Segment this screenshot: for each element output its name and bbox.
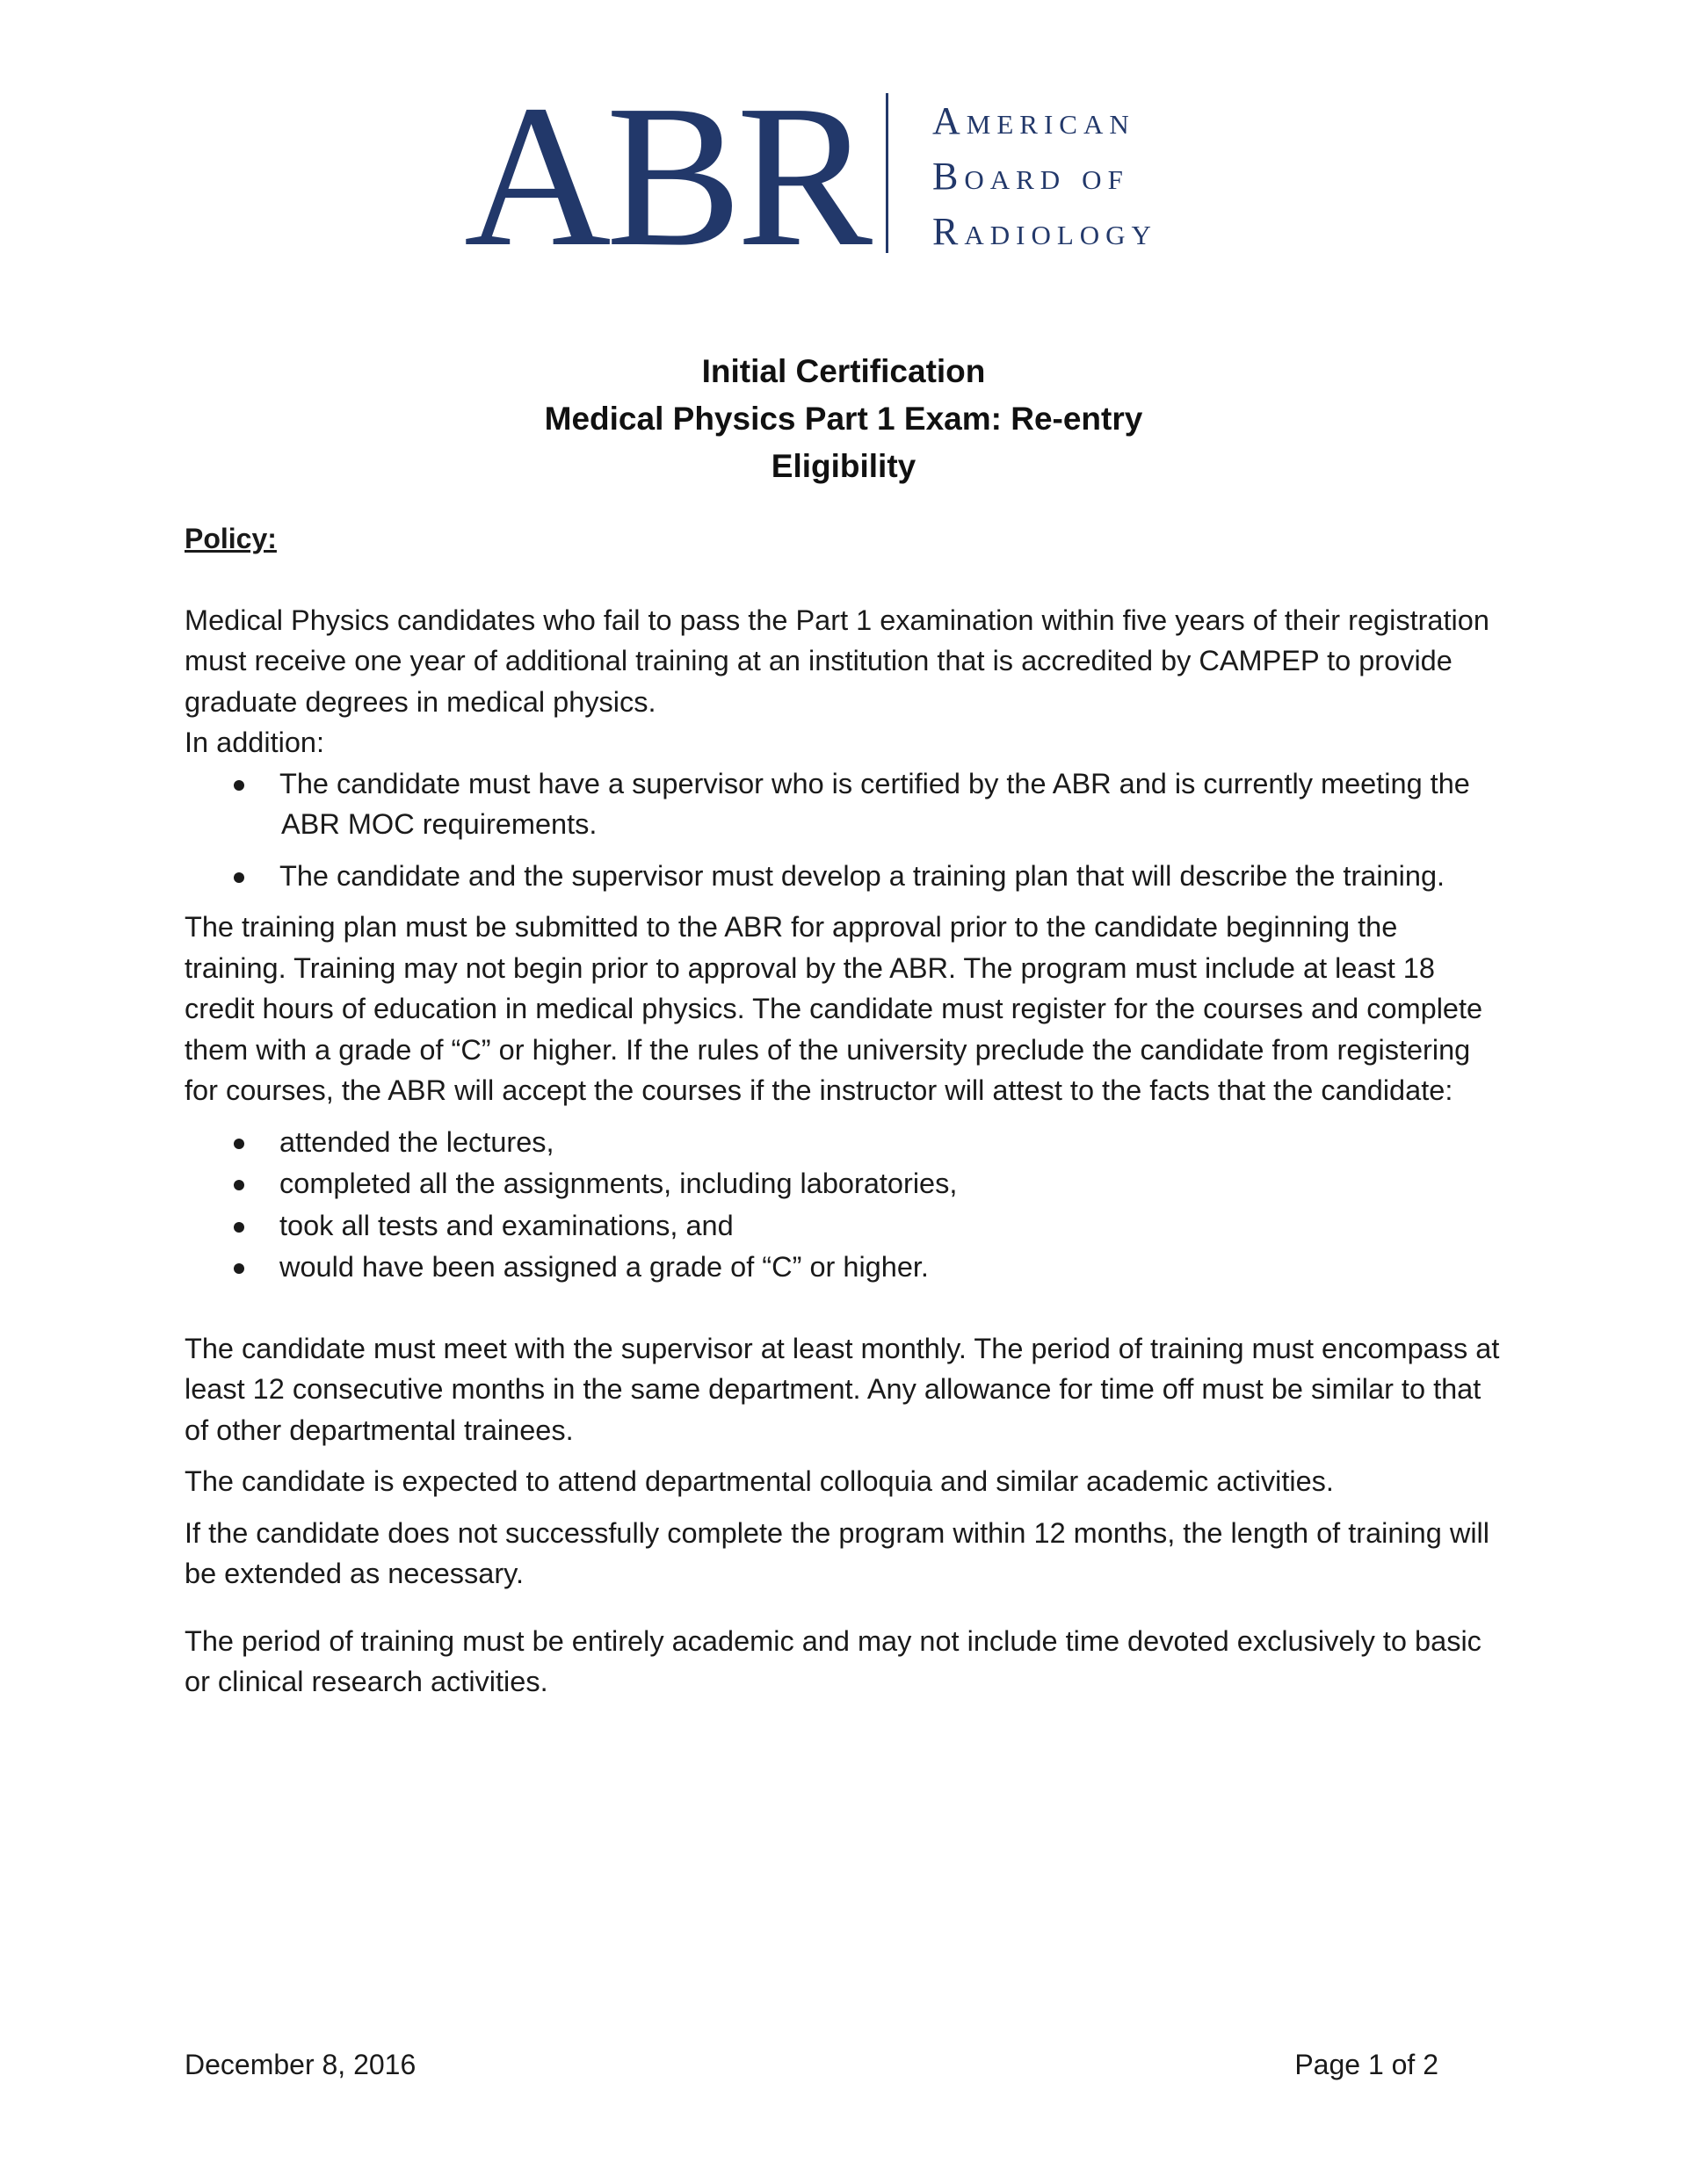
list-item [185,1163,1503,1204]
bullet-icon [234,1263,244,1274]
policy-heading: Policy: [185,523,277,554]
list-item-text: The candidate must have a supervisor who is certified by the ABR and is currently meeting the ABR MOC requirements. [279,767,1470,840]
bullet-icon [234,1180,244,1190]
abr-logo [464,63,1228,289]
list-item [185,1247,1503,1288]
list-item [185,1205,1503,1247]
paragraph-training-plan: The training plan must be submitted to the ABR for approval prior to the candidate beginning the training. Training may not begin prior to approval by the ABR. The program must include at least 18 credit hours of education in medical physics. The candidate must register for the courses and complete them with a grade of “C” or higher. If the rules of the university preclude the candidate from registering for courses, the ABR will accept the courses if the instructor will attest to the facts that the candidate: [185,911,1483,1106]
logo-word-radiology: Radiology [932,210,1157,253]
title-line-1: Initial Certification [701,353,986,389]
logo-mark: ABR [464,63,868,289]
bullet-icon [234,1222,244,1233]
list-item-text: took all tests and examinations, and [279,1209,734,1241]
paragraph-colloquia: The candidate is expected to attend departmental colloquia and similar academic activities. [185,1465,1334,1497]
document-title [185,348,1503,490]
list-item [185,763,1503,845]
logo-wordmark [932,93,1231,259]
bullet-icon [234,1139,244,1149]
title-line-2: Medical Physics Part 1 Exam: Re-entry [544,401,1143,437]
paragraph-extension: If the candidate does not successfully complete the program within 12 months, the length of training will be extended as necessary. [185,1516,1489,1589]
list-item [185,1122,1503,1163]
bullet-icon [234,780,244,791]
title-line-3: Eligibility [771,448,916,484]
list-item [185,856,1503,897]
list-item-text: completed all the assignments, including laboratories, [279,1168,958,1199]
document-body [185,518,1503,1703]
paragraph-supervision: The candidate must meet with the supervisor at least monthly. The period of training must encompass at least 12 consecutive months in the same department. Any allowance for time off must be similar to that of other departmental trainees. [185,1332,1500,1446]
list-item-text: The candidate and the supervisor must develop a training plan that will describe the training. [279,859,1445,892]
paragraph-in-addition: In addition: [185,727,325,758]
footer-page-number: Page 1 of 2 [1294,2049,1438,2080]
bullet-icon [234,872,244,883]
paragraph-academic: The period of training must be entirely academic and may not include time devoted exclusively to basic or clinical research activities. [185,1624,1482,1697]
logo-word-board-of: Board of [932,155,1129,198]
addition-requirements-list [185,763,1503,897]
logo-divider [886,93,888,253]
list-item-text: attended the lectures, [279,1125,554,1158]
attestation-list [185,1122,1503,1288]
logo-word-american: American [932,99,1135,142]
footer-date: December 8, 2016 [185,2049,417,2080]
paragraph-eligibility: Medical Physics candidates who fail to pass the Part 1 examination within five years of their registration must receive one year of additional training at an institution that is accredited by CAMPEP to provide graduate degrees in medical physics. [185,604,1489,718]
list-item-text: would have been assigned a grade of “C” or higher. [279,1251,929,1283]
